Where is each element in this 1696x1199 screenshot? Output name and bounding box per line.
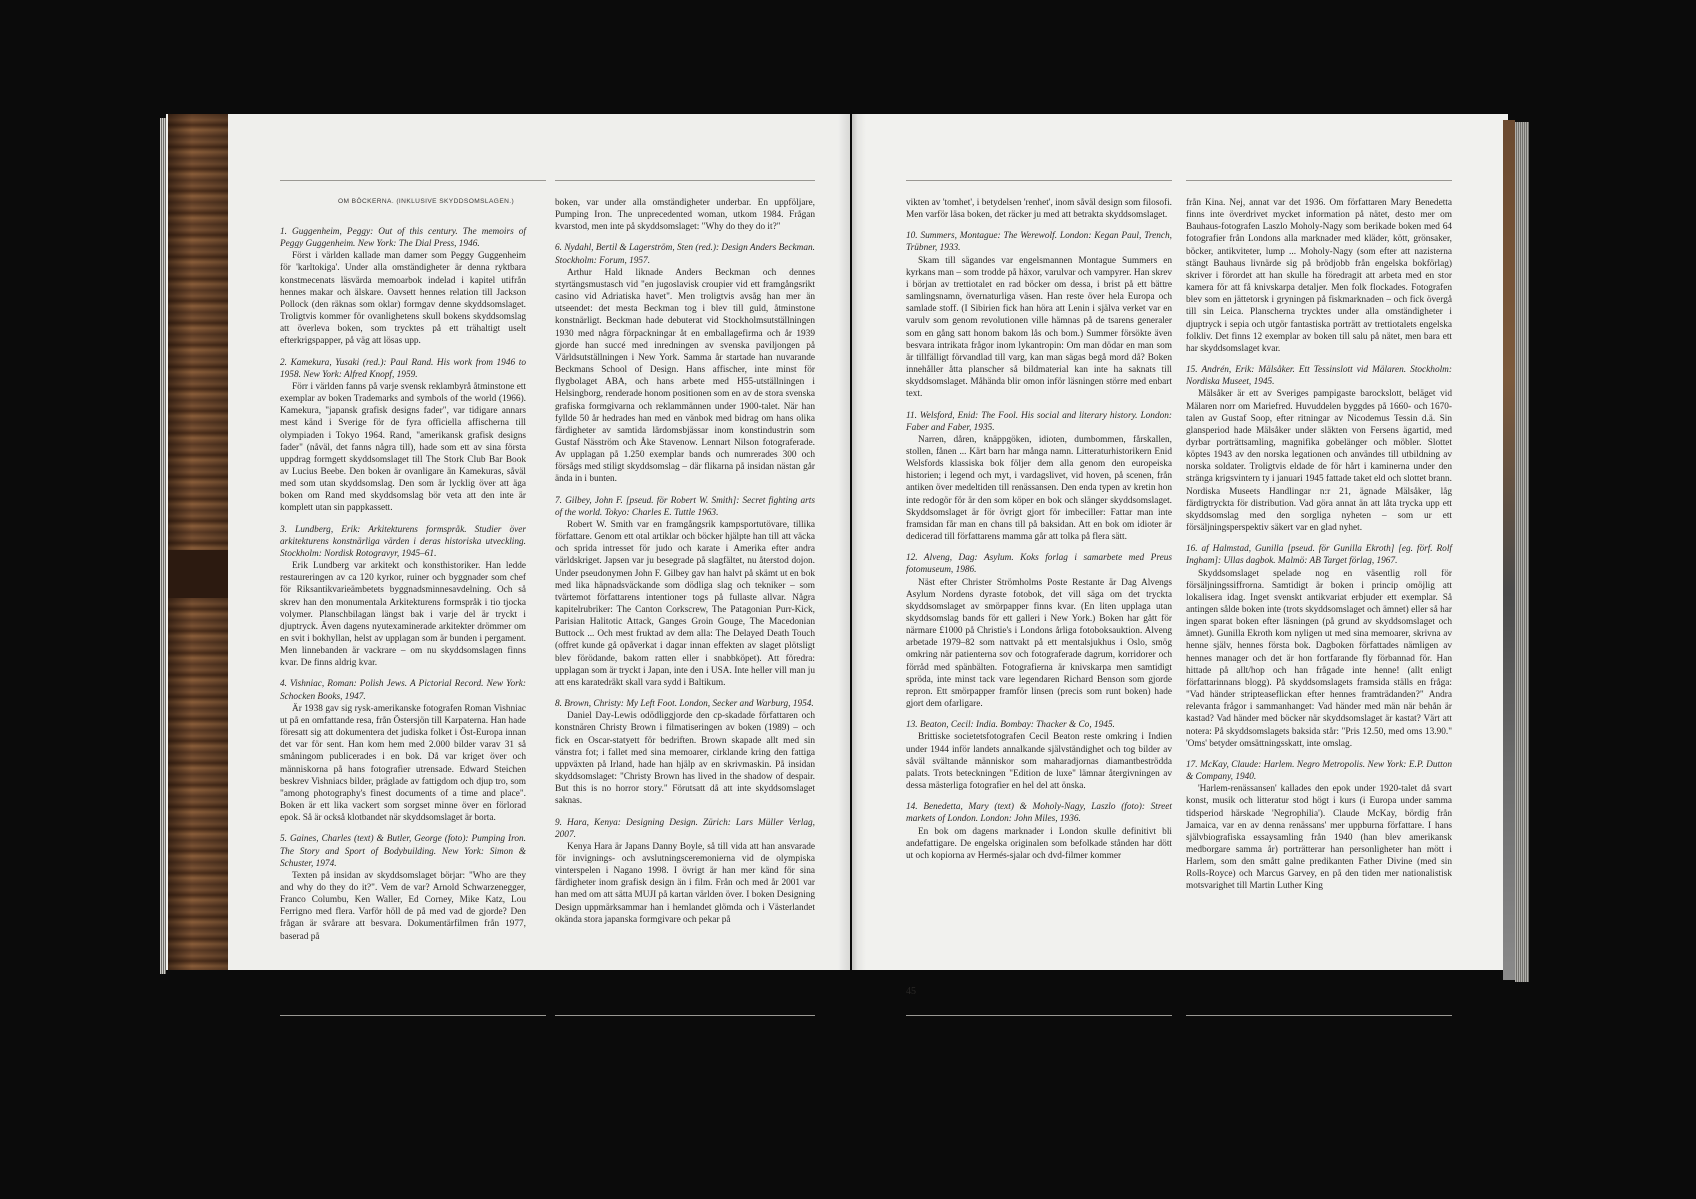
book-entry [1186,759,1452,893]
left-photo-strip [168,114,228,970]
entry-body: boken, var under alla omständigheter underbar. En uppföljare, Pumping Iron. The unprecedented woman, utkom 1984. Frågan kvarstod, men inte på skyddsomslaget: "Why do they do it?" [555,198,815,233]
text-column-4 [1186,197,1452,902]
text-column-2 [555,197,815,935]
entry-title: 14. Benedetta, Mary (text) & Moholy-Nagy, Laszlo (foto): Street markets of London. London: John Miles, 1936. [906,802,1172,825]
entry-body: Först i världen kallade man damer som Peggy Guggenheim för 'karltokiga'. Under alla omständigheter är denna ryktbara konstmecenats läsvärda memoarbok indelad i kapitel utifrån hennes makar och älskare. Oavsett hennes relation till Jackson Pollock (den räknas som oklar) formgav denne skyddsomslaget. Troligtvis kommer för ovanlighetens skull bokens skyddsomslag att överleva boken, som trycktes på ett trähaltigt uselt efterkrigspapper, på väg att lösas upp. [280,251,526,347]
book-entry [280,524,526,670]
entry-title: 6. Nydahl, Bertil & Lagerström, Sten (red.): Design Anders Beckman. Stockholm: Forum, 1957. [555,243,815,266]
bottom-rule-col1 [280,1015,546,1016]
book-entry [1186,543,1452,750]
book-entry [280,226,526,348]
top-rule-col1 [280,180,546,181]
entry-body: Skam till sägandes var engelsmannen Montague Summers en kyrkans man – som trodde på häxor, varulvar och vampyrer. Han skrev i början av trettiotalet en rad böcker om dessa, i brist på ett bättre samlingsnamn, övernaturliga väsen. Han reste över hela Europa och samlade stoff. (I Sibirien fick han höra att Lenin i själva verket var en varulv som genom revolutionen ville hämnas på de tsarens generaler som en gång satt honom bakom lås och bom.) Summer försökte även besvara intrikata frågor inom lykantropin: Om man dödar en man som är tillfälligt förvandlad till varg, kan man sägas begå mord då? Boken innehåller åtta planscher så bildmaterial kan inte ha saknats till skyddsomslaget. Måhända blir omon inför läsningen större med enbart text. [906,255,1172,400]
book-entry [555,817,815,926]
book-entry [906,552,1172,710]
entry-title: 16. af Halmstad, Gunilla [pseud. för Gunilla Ekroth] [eg. förf. Rolf Ingham]: Ullas dagbok. Malmö: AB Target förlag, 1967. [1186,544,1452,567]
book-entry [906,719,1172,792]
text-column-3 [906,197,1172,871]
book-entry [555,242,815,485]
book-entry [280,357,526,515]
entry-body: En bok om dagens marknader i London skulle definitivt bli andefattigare. De engelska originalen som befolkade stånden har dött ut och kopiorna av Hermés-sjalar och dvd-filmer kommer [906,826,1172,861]
left-photo-strip-shadow [168,550,228,598]
entry-body: Skyddsomslaget spelade nog en väsentlig roll för försäljningssiffrorna. Samtidigt är boken i princip omöjlig att lokalisera idag. Inget svenskt antikvariat erbjuder ett exemplar. Så antingen sålde boken inte (trots skyddsomslaget och ämnet) eller så har ingen sparat boken efter läsningen (på grund av skyddsomslaget och ämnet). Gunilla Ekroth kom nyligen ut med sina memoarer, skrivna av henne själv, hennes första bok. Dagboken författades nämligen av hennes manager och det är hon fortfarande fly förbannad för. Han hittade på allt/hop och han frågade inte henne! (allt enligt författarinnans blogg). På skyddsomslagets framsida ställs en fråga: "Vad händer stripteaseflickan efter hennes framträdanden?" Andra relevanta frågor i sammanhanget: Vad händer med män när behån är kastad? Vad händer med böcker när skyddsomslaget är kastat? Värt att notera: På skyddsomslagets baksida står: "Pris 12.50, med oms 13.90." 'Oms' betyder omsättningsskatt, inte omslag. [1186,568,1452,749]
entry-body: Texten på insidan av skyddsomslaget börjar: "Who are they and why do they do it?". Vem de var? Arnold Schwarzenegger, Franco Columbu, Ken Waller, Ed Corney, Mike Katz, Lou Ferrigno med flera. Varför höll de på med vad de gjorde? Den frågan är svårare att besvara. Dokumentärfilmen från 1977, baserad på [280,870,526,942]
book-entry [280,833,526,942]
entry-title: 12. Alveng, Dag: Asylum. Koks forlag i samarbete med Preus fotomuseum, 1986. [906,553,1172,576]
entry-body: vikten av 'tomhet', i betydelsen 'renhet', inom såväl design som filosofi. Men varför läsa boken, det räcker ju med att betrakta skyddsomslaget. [906,198,1172,221]
entry-body: Kenya Hara är Japans Danny Boyle, så till vida att han ansvarade för invignings- och avslutningsceremonierna vid de olympiska vinterspelen i Nagano 1998. I övrigt är han mer känd för sina färdigheter inom grafisk design än i film. Från och med år 2001 var han med om att sätta MUJI på kartan världen över. I boken Designing Design uppmärksammar han i hemlandet glömda och i Västerlandet okända stora japanska formgivare och pekar på [555,841,815,925]
entry-body: 'Harlem-renässansen' kallades den epok under 1920-talet då svart konst, musik och litteratur stod högt i kurs (i Europa under samma tidsperiod härskade 'Negrophilia'). Claude McKay, bördig från Jamaica, var en av denna renässans' mer uppburna författare. I hans självbiografiska essaysamling från 1940 (han blev amerikansk medborgare samma år) porträtterar han personligheter han mött i Harlem, som den smått galne predikanten Father Divine (med sin Rolls-Royce) och Marcus Garvey, en på den tiden mer nationalistisk motsvarighet till Martin Luther King [1186,784,1452,892]
book-entry [1186,197,1452,355]
entry-body: Mälsåker är ett av Sveriges pampigaste barockslott, beläget vid Mälaren norr om Mariefred. Huvuddelen byggdes på 1660- och 1670-talen av Gustaf Soop, efter ritningar av Nicodemus Tessin d.ä. Sin glansperiod hade Mälsåker under släkten von Fersens ägartid, med dyrbar porträttsamling, magnifika gobelänger och möbler. Slottet köptes 1943 av den norska legationen och användes till utbildning av norska soldater. Troligtvis eldade de för hårt i kaminerna under den stränga krigsvintern ty i januari 1945 fattade taket eld och slottet brann. Nordiska Museets Handlingar n:r 21, ägnade Mälsåker, låg färdigtryckta för distribution. Vad göra annat än att låta trycka upp ett skyddsomslag med den sorgliga nyheten – som ur ett försäljningsperspektiv säkert var en glad nyhet. [1186,389,1452,534]
entry-title: 7. Gilbey, John F. [pseud. för Robert W. Smith]: Secret fighting arts of the world. Tokyo: Charles E. Tuttle 1963. [555,495,815,518]
entry-body: Robert W. Smith var en framgångsrik kampsportutövare, tillika författare. Genom ett otal artiklar och böcker hjälpte han till att väcka och sprida intresset för judo och karate i Amerika efter andra världskriget. Japsen var ju besegrade på slagfältet, nu återstod dojon. Under pseudonymen John F. Gilbey gav han halvt på skämt ut en bok med lika häpnadsväckande som dödliga slag och tekniker – som tvärtemot författarens intentioner togs på fullaste allvar. Några kapitelrubriker: The Canton Corkscrew, The Patagonian Purr-Kick, Parisian Halitotic Attack, Ganges Groin Gouge, The Macedonian Buttock ... Och mest fruktad av dem alla: The Delayed Death Touch (offret kunde gå opåverkat i dagar innan effekten av slaget plötsligt blev förödande, bakom ratten eller i snabbköpet). Att föredra: upplagan som är tryckt i Japan, inte den i USA. Inte heller vill man ju att ens karatedräkt skall vara sydd i Baltikum. [555,519,815,688]
entry-title: 9. Hara, Kenya: Designing Design. Zürich: Lars Müller Verlag, 2007. [555,817,815,840]
book-entry [906,230,1172,400]
entry-title: 2. Kamekura, Yusaki (red.): Paul Rand. His work from 1946 to 1958. New York: Alfred Knopf, 1959. [280,357,526,380]
entry-title: 3. Lundberg, Erik: Arkitekturens formspråk. Studier över arkitekturens konstnärliga värden i deras historiska utveckling. Stockholm: Nordisk Rotogravyr, 1945–61. [280,524,526,559]
entry-body: från Kina. Nej, annat var det 1936. Om författaren Mary Benedetta finns inte överdrivet mycket information på nätet, desto mer om Bauhaus-fotografen Laszlo Moholy-Nagy som berikade boken med 64 fotografier från Londons alla marknader med kläder, kött, grönsaker, böcker, antikviteter, lump ... Moholy-Nagy (som efter att nazisterna stängt Bauhaus livnärde sig på brödjobb från engelska bokförlag) skriver i förordet att han skulle ha föredragit att arbeta med en stor kamera för att få knivskarpa detaljer. Men folk flockades. Fotografen blev som en jättetorsk i gryningen på fiskmarknaden – och fick övergå till sin Leica. Planscherna trycktes under alla omständigheter i djuptryck i sepia och utgör fantastiska porträtt av trettiotalets engelska folkliv. Det finns 12 exemplar av boken till salu på nätet, men bara ett har skyddsomslaget kvar. [1186,198,1452,354]
entry-body: Förr i världen fanns på varje svensk reklambyrå åtminstone ett exemplar av boken Trademarks and symbols of the world (1966). Kamekura, "japansk grafisk designs fader", var tidigare annars mest känd i Sverige för de fyra officiella affischerna till olympiaden i Tokyo 1964. Rand, "amerikansk grafisk designs fader" (nåväl, det fanns några till), hade som ett av sina första uppdrag formgett skyddsomslaget till The Stork Club Bar Book av Lucius Beebe. Den boken är ovanligare än Kamekuras, såväl med som utan skyddsomslag. Den som är lycklig över att äga boken om Rand med skyddsomslag bör veta att den inte är komplett utan sin pappkassett. [280,381,526,514]
entry-body: Erik Lundberg var arkitekt och konsthistoriker. Han ledde restaureringen av ca 120 kyrkor, ruiner och byggnader som chef för Riksantikvarieämbetets byggnadsminnesavdelning. Och så skrev han den monumentala Arkitekturens formspråk i tio tjocka volymer. Planschbilagan längst bak i varje del är tryckt i djuptryck. Även dagens nyutexaminerade arkitekter drömmer om en svit i bokhyllan, helst av upplagan som är bunden i pergament. Men linnebanden är vackrare – om nu skyddsomslagen finns kvar. De finns aldrig kvar. [280,561,526,669]
top-rule-col3 [906,180,1172,181]
entry-body: Är 1938 gav sig rysk-amerikanske fotografen Roman Vishniac ut på en omfattande resa, från Östersjön till Karpaterna. Han hade föresatt sig att dokumentera det judiska folket i Öst-Europa innan det var för sent. Han kom hem med 2.000 bilder varav 31 så småningom publicerades i en bok. Då var kriget över och människorna på hans fotografier utrensade. Edward Steichen beskrev Vishniacs bilder, präglade av fattigdom och djup tro, som "among photography's finest documents of a time and place". Boken är ett lika vackert som sorgset minne över en förlorad epok. Så är också klotbandet när skyddsomslaget är borta. [280,703,526,824]
entry-body: Brittiske societetsfotografen Cecil Beaton reste omkring i Indien under 1944 inför landets annalkande självständighet och tog bilder av såväl svältande människor som maharadjornas diamantbeströdda palats. Trots beteckningen "Edition de luxe" lämnar återgivningen av dessa mästerliga fotografier en hel del att önska. [906,732,1172,792]
entry-title: 17. McKay, Claude: Harlem. Negro Metropolis. New York: E.P. Dutton & Company, 1940. [1186,759,1452,783]
book-entry [906,197,1172,221]
book-entry [906,801,1172,862]
entry-title: 4. Vishniac, Roman: Polish Jews. A Pictorial Record. New York: Schocken Books, 1947. [280,679,526,702]
bottom-rule-col4 [1186,1015,1452,1016]
book-entry [555,698,815,807]
entry-body: Narren, dåren, knäppgöken, idioten, dumbommen, fårskallen, stollen, fånen ... Kärt barn har många namn. Litteraturhistorikern Enid Welsfords klassiska bok följer dem alla genom den europeiska historien; i legend och myt, i vardagslivet, vid hoven, på scenen, från antiken över medeltiden till renässansen. Den enda typen av kretin hon inte redogör för är den som köper en bok och slänger skyddsomslaget. Skyddsomslaget är för övrigt gjort för imbeciller: Fattar man inte framsidan får man en chans till på baksidan. Att en bok om idioter är dedicerad till författarens mamma går att tolka på flera sätt. [906,434,1172,543]
text-column-1 [280,226,526,952]
book-gutter [838,114,866,970]
page-number: 45 [906,986,916,997]
bottom-rule-col3 [906,1015,1172,1016]
entry-title: 11. Welsford, Enid: The Fool. His social and literary history. London: Faber and Faber, 1935. [906,410,1172,433]
entry-title: 15. Andrén, Erik: Mälsåker. Ett Tessinslott vid Mälaren. Stockholm: Nordiska Museet, 1945. [1186,365,1452,388]
entry-title: 13. Beaton, Cecil: India. Bombay: Thacker & Co, 1945. [906,720,1115,731]
right-photo-strip [1503,120,1515,980]
book-entry [280,678,526,824]
top-rule-col2 [555,180,815,181]
entry-body: Arthur Hald liknade Anders Beckman och dennes styrtängsmustasch vid "en jugoslavisk croupier vid ett framgångsrikt casino vid Adriatiska havet". Men troligtvis avsåg han mer än utseendet: det mesta Beckman tog i blev till guld, åtminstone konstnärligt. Beckman hade debuterat vid Stockholmsutställningen 1930 med några förpackningar åt en emballagefirma och år 1939 gjorde han succé med inredningen av svenska paviljongen på Världsutställningen i New York. Samma år startade han nuvarande Beckmans School of Design. Hans affischer, inte minst för flygbolaget ABA, och hans arbete med H55-utställningen i Helsingborg, renderade honom positionen som en av de stora svenska grafiska formgivarna och reklammännen under 1900-talet. När han fyllde 50 år hedrades han med en vänbok med bidrag om hans olika färdigheter av samtida lärdomsbjässar inom konstindustrin som Gustaf Näsström och Åke Stavenow. Lennart Nilson fotograferade. Av upplagan på 1.250 exemplar bands och numrerades 300 och försågs med stiligt skyddsomslag – där flikarna på insidan nästan går ända in i bunten. [555,267,815,485]
book-entry [906,410,1172,544]
book-entry [555,495,815,690]
right-page-edges [1515,122,1529,982]
entry-title: 8. Brown, Christy: My Left Foot. London, Secker and Warburg, 1954. [555,699,814,710]
top-rule-col4 [1186,180,1452,181]
book-entry [555,197,815,233]
book-entry [1186,364,1452,534]
entry-title: 5. Gaines, Charles (text) & Butler, George (foto): Pumping Iron. The Story and Sport of Bodybuilding. New York: Simon & Schuster, 1974. [280,834,526,869]
entry-title: 10. Summers, Montague: The Werewolf. London: Kegan Paul, Trench, Trübner, 1933. [906,231,1172,254]
entry-body: Daniel Day-Lewis odödliggjorde den cp-skadade författaren och konstnären Christy Brown i filmatiseringen av boken (1989) – och fick en Oscar-statyett för bedriften. Brown skapade allt med sin vänstra fot; i fallet med sina memoarer, cirklande kring den fattiga uppväxten på Irland, hade han hjälp av en skrivmaskin. På insidan skyddsomslaget: "Christy Brown has lived in the shadow of despair. But this is no horror story." Förutsatt då att inte skyddsomslaget saknas. [555,711,815,807]
entry-body: Näst efter Christer Strömholms Poste Restante är Dag Alvengs Asylum Nordens dyraste fotobok, det vill säga om det tryckta skyddsomslaget av smörpapper finns kvar. (En liten upplaga utan skyddsomslag bands för ett galleri i New York.) Boken har gått för närmare £1000 på Christie's i Londons årliga fotoboksauktion. Alveng arbetade 1979–82 som nattvakt på ett mentalsjukhus i Oslo, smög omkring när patienterna sov och fotograferade dagrum, korridorer och förråd med spänbälten. Fotografierna är knivskarpa men samtidigt spröda, inte minst tack vare legendaren Richard Benson som gjorde repron. Ett smörpapper framför linsen (precis som runt boken) hade gjort dem ofarligare. [906,577,1172,710]
bottom-rule-col2 [555,1015,815,1016]
section-header: OM BÖCKERNA. (INKLUSIVE SKYDDSOMSLAGEN.) [338,198,515,205]
entry-title: 1. Guggenheim, Peggy: Out of this century. The memoirs of Peggy Guggenheim. New York: The Dial Press, 1946. [280,227,526,250]
